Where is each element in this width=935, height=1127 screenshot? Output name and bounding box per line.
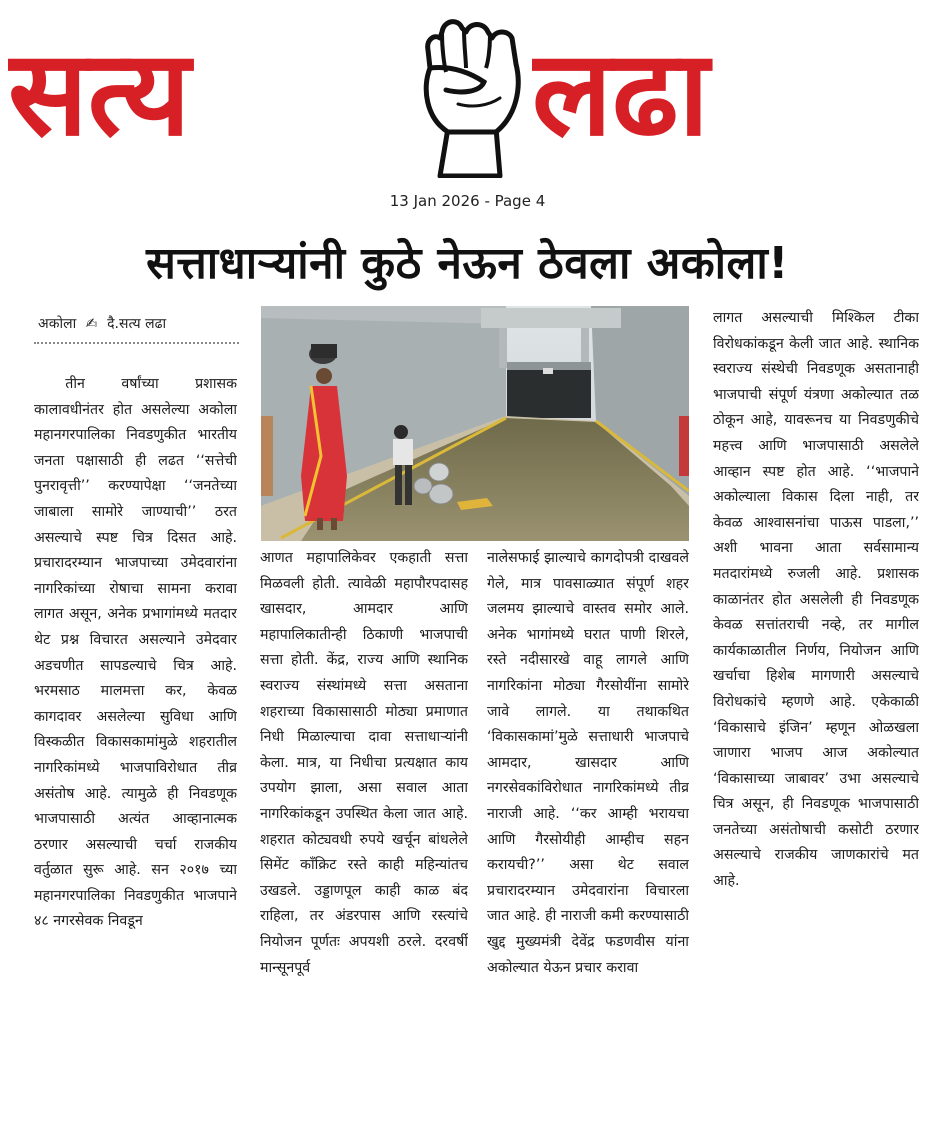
article-paragraph: आणत महापालिकेवर एकहाती सत्ता मिळवली होती. त्यावेळी महापौरपदासह खासदार, आमदार आणि महापालिकातीन्ही ठिकाणी भाजपाची सत्ता होती. केंद्र, राज्य आणि स्थानिक स्वराज्य संस्थांमध्ये सत्ता असताना शहराच्या विकासासाठी मोठ्या प्रमाणात निधी मिळाल्याचा दावा सत्ताधाऱ्यांनी केला. मात्र, या निधीचा प्रत्यक्षात काय उपयोग झाला, असा सवाल आता नागरिकांकडून उपस्थित केला जात आहे. शहरात कोट्यवधी रुपये खर्चून बांधलेले सिमेंट काँक्रिट रस्ते काही महिन्यांतच उखडले. उड्डाणपूल काही काळ बंद राहिला, तर अंडरपास आणि रस्त्यांचे नियोजन पूर्णतः अपयशी ठरले. दरवर्षी मान्सूनपूर्व: [260, 550, 468, 976]
byline-place: अकोला: [38, 316, 77, 332]
headline: सत्ताधाऱ्यांनी कुठे नेऊन ठेवला अकोला!: [146, 238, 789, 289]
article-column-3: [487, 546, 689, 1124]
article-paragraph: नालेसफाई झाल्याचे कागदोपत्री दाखवले गेले, मात्र पावसाळ्यात संपूर्ण शहर जलमय झाल्याचे वास्तव समोर आले. अनेक भागांमध्ये घरात पाणी शिरले, रस्ते नदीसारखे वाहू लागले आणि नागरिकांना मोठ्या गैरसोयींना सामोरे जावे लागले. या तथाकथित ‘विकासकामां’मुळे सत्ताधारी भाजपाचे आमदार, खासदार आणि नगरसेवकांविरोधात नागरिकांमध्ये तीव्र नाराजी आहे. ‘‘कर आम्ही भरायचा आणि गैरसोयीही आम्हीच सहन करायची?’’ असा थेट सवाल प्रचारादरम्यान उमेदवारांना विचारला जात आहे. ही नाराजी कमी करण्यासाठी खुद्द मुख्यमंत्री देवेंद्र फडणवीस यांना अकोल्यात येऊन प्रचार करावा: [487, 550, 689, 976]
photo-illustration: [261, 306, 689, 541]
raised-fist-icon: [400, 8, 540, 178]
article-column-4: [713, 306, 919, 1124]
dateline: 13 Jan 2026 - Page 4: [389, 192, 546, 210]
masthead: [0, 0, 935, 185]
article-paragraph: तीन वर्षांच्या प्रशासक कालावधीनंतर होत असलेल्या अकोला महानगरपालिका निवडणुकीत भारतीय जनता पक्षासाठी ही लढत ‘‘सत्तेची पुनरावृत्ती’’ करण्यापेक्षा ‘‘जनतेच्या जाबाला सामोरे जाण्याची’’ ठरत असल्याचे स्पष्ट चित्र दिसत आहे. प्रचारादरम्यान भाजपाच्या उमेदवारांना नागरिकांच्या रोषाचा सामना करावा लागत असून, अनेक प्रभागांमध्ये मतदार थेट प्रश्न विचारत असल्याने उमेदवार अडचणीत सापडल्याचे चित्र आहे. भरमसाठ मालमत्ता कर, केवळ कागदावर असलेल्या सुविधा आणि विस्कळीत विकासकामांमुळे शहरातील नागरिकांमध्ये भाजपाविरोधात तीव्र असंतोष आहे. त्यामुळे ही निवडणूक भाजपासाठी अत्यंत आव्हानात्मक ठरणार असल्याची चर्चा राजकीय वर्तुळात सुरू आहे. सन २०१७ च्या महानगरपालिका निवडणुकीत भाजपाने ४८ नगरसेवक निवडून: [34, 376, 237, 930]
masthead-title-left: सत्य: [8, 23, 191, 162]
article-column-1: [34, 372, 237, 1124]
article-paragraph: लागत असल्याची मिश्किल टीका विरोधकांकडून केली जात आहे. स्थानिक स्वराज्य संस्थेची निवडणूक असतानाही भाजपाची संपूर्ण यंत्रणा अकोल्यात तळ ठोकून आहे, यावरूनच या निवडणुकीचे महत्त्व आणि भाजपासाठी असलेले आव्हान स्पष्ट होत आहे. ‘‘भाजपाने अकोल्याला विकास दिला नाही, तर केवळ आश्वासनांचा पाऊस पाडला,’’ अशी भावना आता सर्वसामान्य मतदारांमध्ये रुजली आहे. प्रशासक काळानंतर होत असलेली ही निवडणूक केवळ सत्तांतराची नव्हे, तर मागील कार्यकाळातील निर्णय, नियोजन आणि खर्चाचा हिशेब मागणारी असल्याचे विरोधकांचे म्हणणे आहे. एकेकाळी ‘विकासाचे इंजिन’ म्हणून ओळखला जाणारा भाजप आज अकोल्यात ‘विकासाच्या जाबावर’ उभा असल्याचे चित्र असून, ही निवडणूक भाजपासाठी जनतेच्या असंतोषाची कसोटी ठरणार असल्याचे राजकीय जाणकारांचे मत आहे.: [713, 310, 919, 890]
byline-source: दै.सत्य लढा: [107, 316, 167, 332]
pen-icon: ✍: [85, 316, 98, 332]
masthead-title-right: लढा: [532, 23, 710, 162]
article-column-2: [260, 546, 468, 1124]
flooded-underpass-photo: [261, 306, 689, 541]
byline: [38, 314, 238, 333]
byline-divider: [34, 342, 239, 344]
